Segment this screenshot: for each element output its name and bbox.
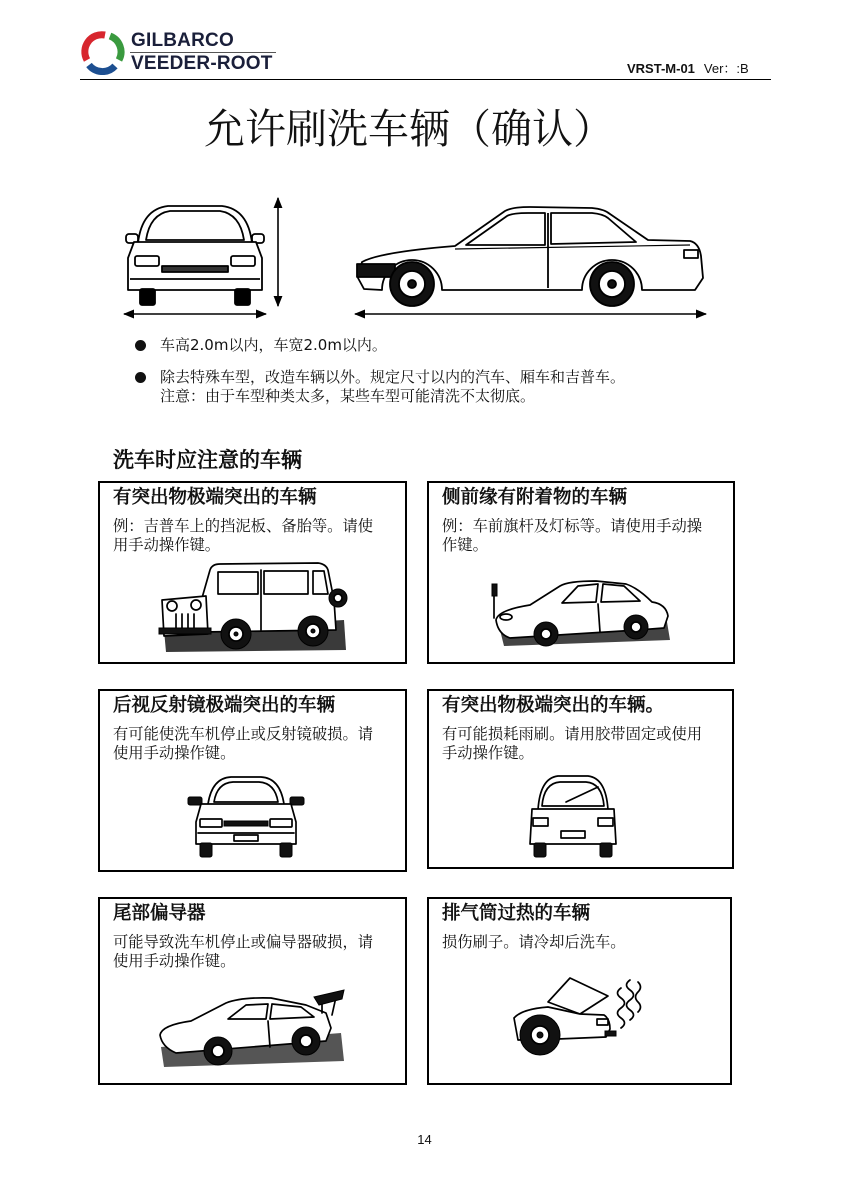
case-box-rear-spoiler [98,897,407,1085]
case-title: 侧前缘有附着物的车辆 [442,487,628,508]
case-description [442,933,626,952]
case-description [113,725,373,763]
case-text-line: 例：吉普车上的挡泥板、备胎等。请使 [113,517,374,535]
case-title: 尾部偏导器 [113,903,206,924]
case-description [442,725,702,763]
bullet-size-limit [160,336,387,355]
case-text-line: 有可能使洗车机停止或反射镜破损。请 [113,725,374,743]
page-number: 14 [417,1132,432,1147]
case-text-line: 作键。 [442,536,488,554]
front-bumper [357,264,395,277]
case-description [442,517,702,555]
case-title: 排气筒过热的车辆 [442,903,591,924]
case-box-protruding-jeep [98,481,407,664]
case-box-rear-wiper [427,689,734,869]
bullet-line: 除去特殊车型，改造车辆以外。规定尺寸以内的汽车、厢车和吉普车。 [160,368,626,386]
front-view-car [126,206,264,305]
car-rear-with-wiper-icon [528,774,618,859]
logo-wordmark-gilbarco: GILBARCO [131,30,234,51]
case-box-front-attachment [427,481,735,664]
spare-tire [329,589,347,607]
bullet-dot [135,340,146,351]
case-text-line: 损伤刷子。请冷却后洗车。 [442,933,626,951]
case-text-line: 例：车前旗杆及灯标等。请使用手动操 [442,517,703,535]
logo-wordmark-veeder-root: VEEDER-ROOT [131,53,273,74]
case-text-line: 使用手动操作键。 [113,744,236,762]
exhaust-heat-waves [618,980,641,1028]
bullet-dot [135,372,146,383]
header-divider [80,79,771,80]
bullet-vehicle-types [160,368,625,406]
document-code [627,61,749,77]
page-title: 允许刷洗车辆（确认） [204,105,614,153]
case-title: 后视反射镜极端突出的车辆 [113,695,336,716]
bull-bar [159,628,211,634]
doc-version: Ver：:B [703,61,749,76]
jeep-with-bull-bar-and-spare-tire-icon [158,558,348,653]
case-title: 有突出物极端突出的车辆。 [442,695,665,716]
case-text-line: 有可能损耗雨刷。请用胶带固定或使用 [442,725,703,743]
car-with-rear-spoiler-icon [156,983,346,1068]
case-box-hot-exhaust [427,897,732,1085]
side-view-car [357,207,703,306]
case-title: 有突出物极端突出的车辆 [113,487,317,508]
grille [162,266,228,272]
bullet-line: 车高2.0m以内，车宽2.0m以内。 [160,336,387,354]
vehicle-size-diagram [115,190,715,325]
section-heading: 洗车时应注意的车辆 [113,447,302,472]
bullet-note-line: 注意：由于车型种类太多，某些车型可能清洗不太彻底。 [160,387,536,405]
case-text-line: 可能导致洗车机停止或偏导器破损，请 [113,933,374,951]
gilbarco-logo-icon [80,29,126,75]
doc-code: VRST-M-01 [627,61,695,76]
case-box-side-mirrors [98,689,407,872]
car-with-front-flag-pole-icon [488,572,673,647]
car-front-with-mirrors-icon [186,774,306,859]
flag-pole [492,584,497,618]
case-text-line: 使用手动操作键。 [113,952,236,970]
exhaust-pipe [605,1031,616,1036]
hot-exhaust-icon [508,968,643,1058]
case-description [113,517,373,555]
case-description [113,933,373,971]
case-text-line: 用手动操作键。 [113,536,221,554]
case-text-line: 手动操作键。 [442,744,534,762]
